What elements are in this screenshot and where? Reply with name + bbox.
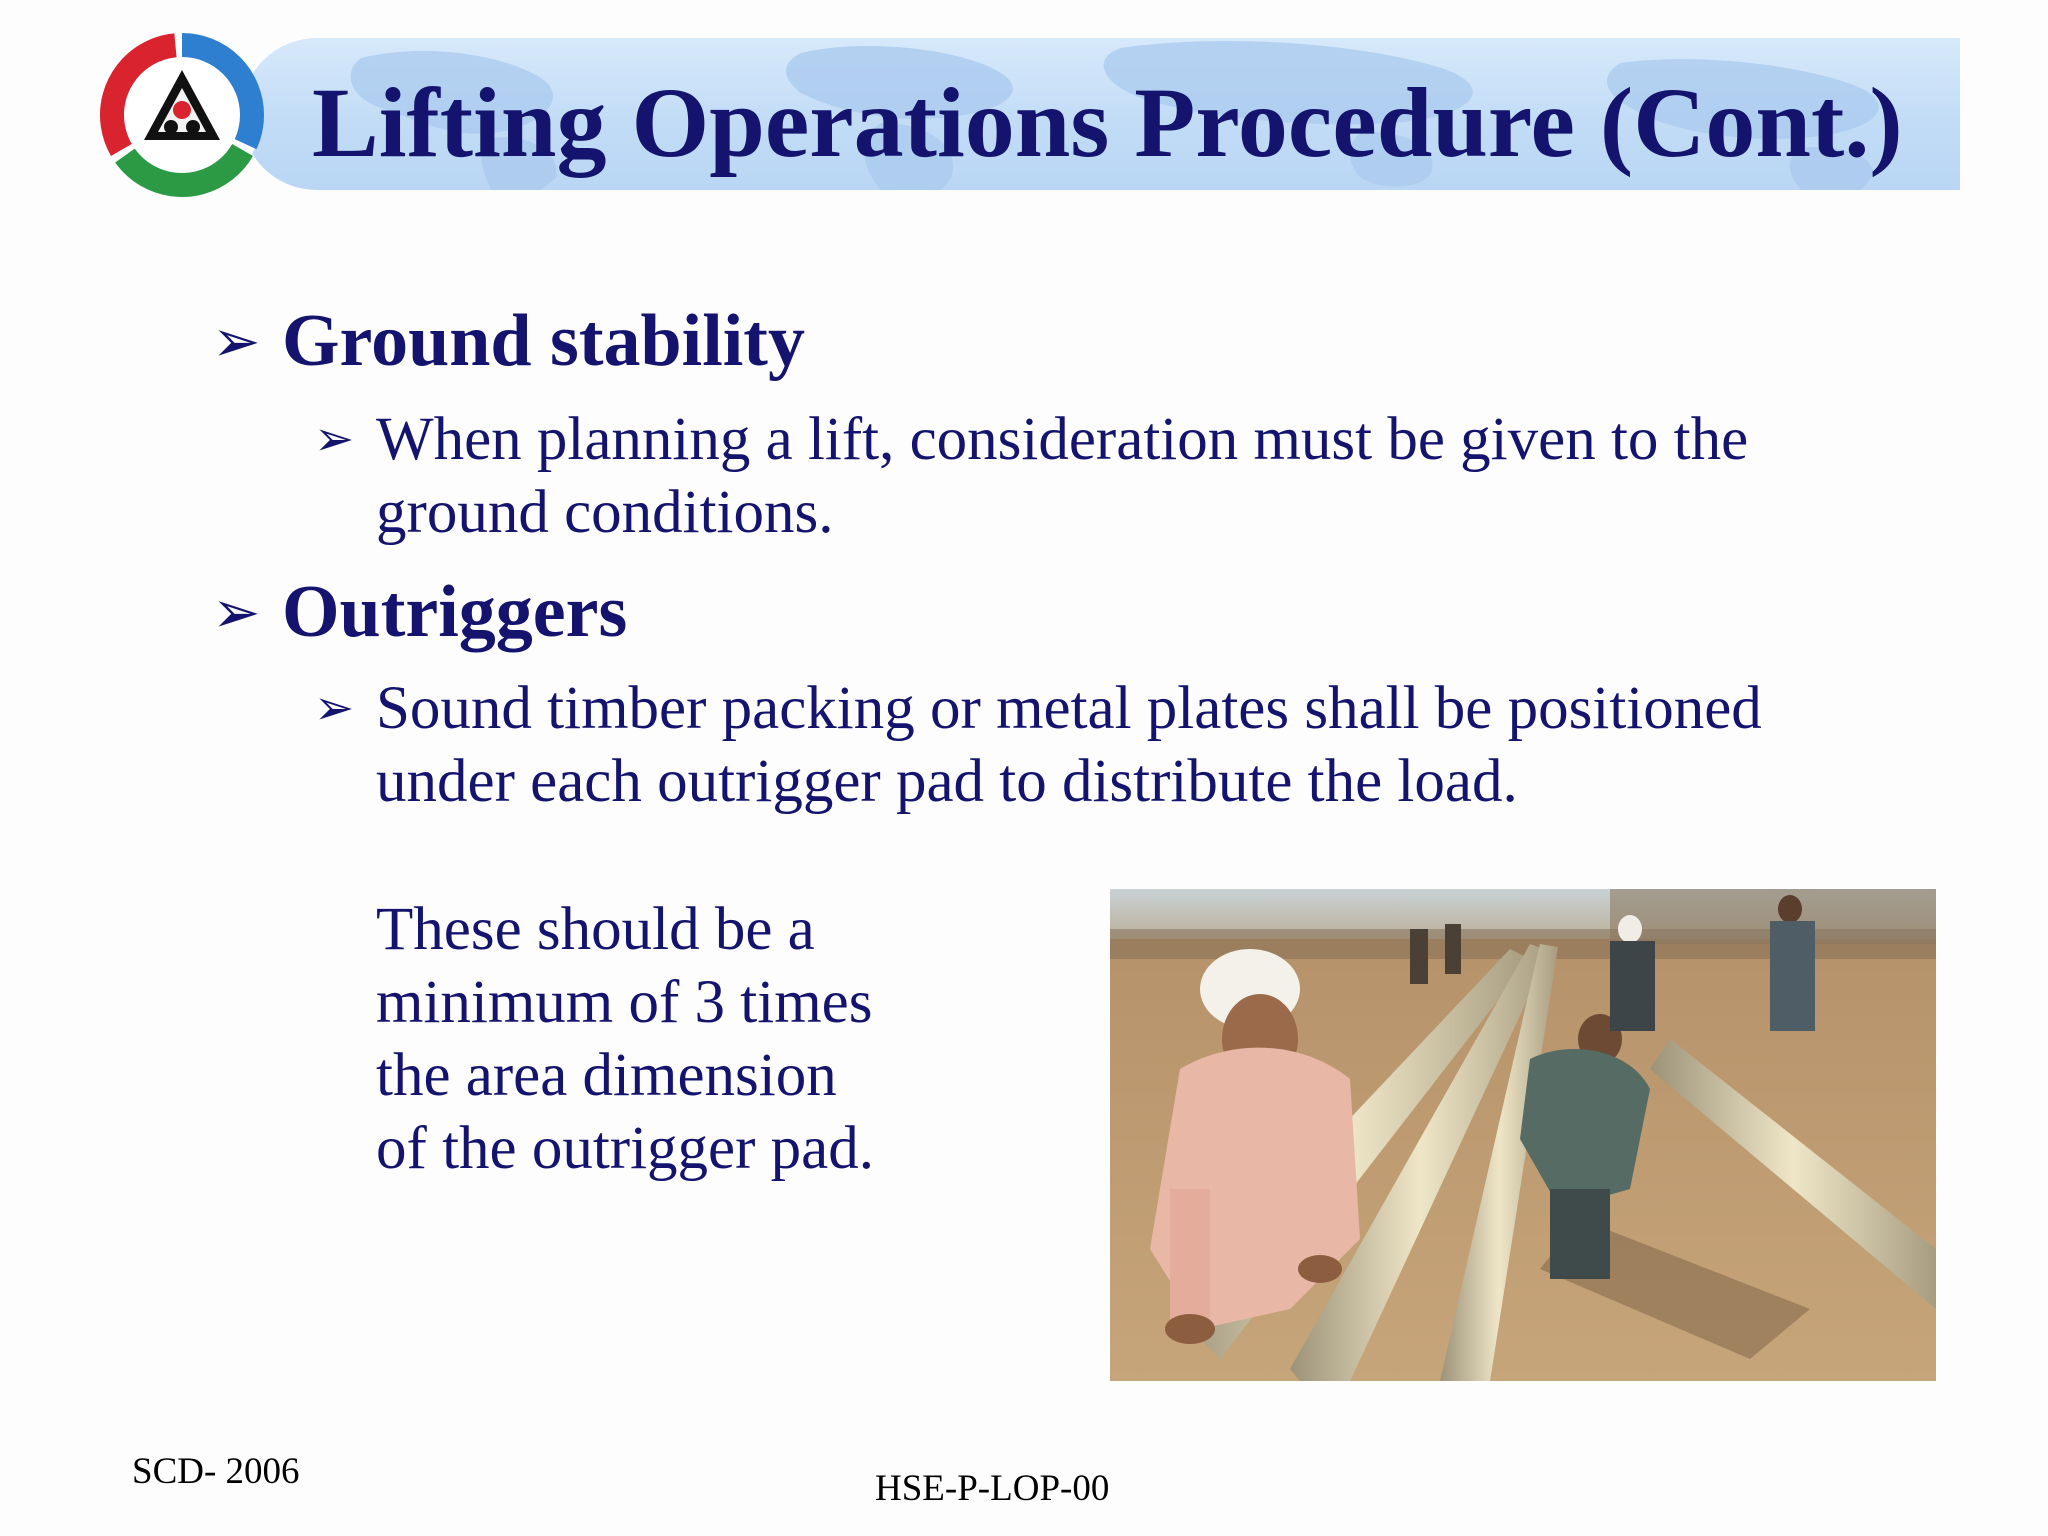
bullet-timber-packing <box>314 672 1834 897</box>
bullet-heading: Outriggers <box>282 571 628 653</box>
arrow-bullet-icon: ➢ <box>212 578 261 646</box>
bullet-outriggers <box>212 570 912 654</box>
bullet-ground-conditions <box>314 403 1834 553</box>
footer-date: SCD- 2006 <box>132 1451 300 1492</box>
arrow-bullet-icon: ➢ <box>212 307 261 375</box>
bullet-text: When planning a lift, consideration must be given to the ground conditions. <box>376 406 1749 546</box>
bullet-ground-stability <box>212 299 912 383</box>
slide-title: Lifting Operations Procedure (Cont.) <box>312 67 1903 178</box>
bullet-continuation-text: These should be a minimum of 3 times the area dimension of the outrigger pad. <box>376 896 875 1182</box>
arrow-bullet-icon: ➢ <box>314 411 355 467</box>
hse-logo <box>78 30 286 200</box>
arrow-bullet-icon: ➢ <box>314 680 355 736</box>
footer-doc-code: HSE-P-LOP-00 <box>875 1468 1110 1509</box>
bullet-text: Sound timber packing or metal plates shall be positioned under each outrigger pad to distribute the load. <box>376 675 1762 815</box>
photo-workers-pipeline <box>1110 889 1936 1381</box>
bullet-heading: Ground stability <box>282 300 805 382</box>
